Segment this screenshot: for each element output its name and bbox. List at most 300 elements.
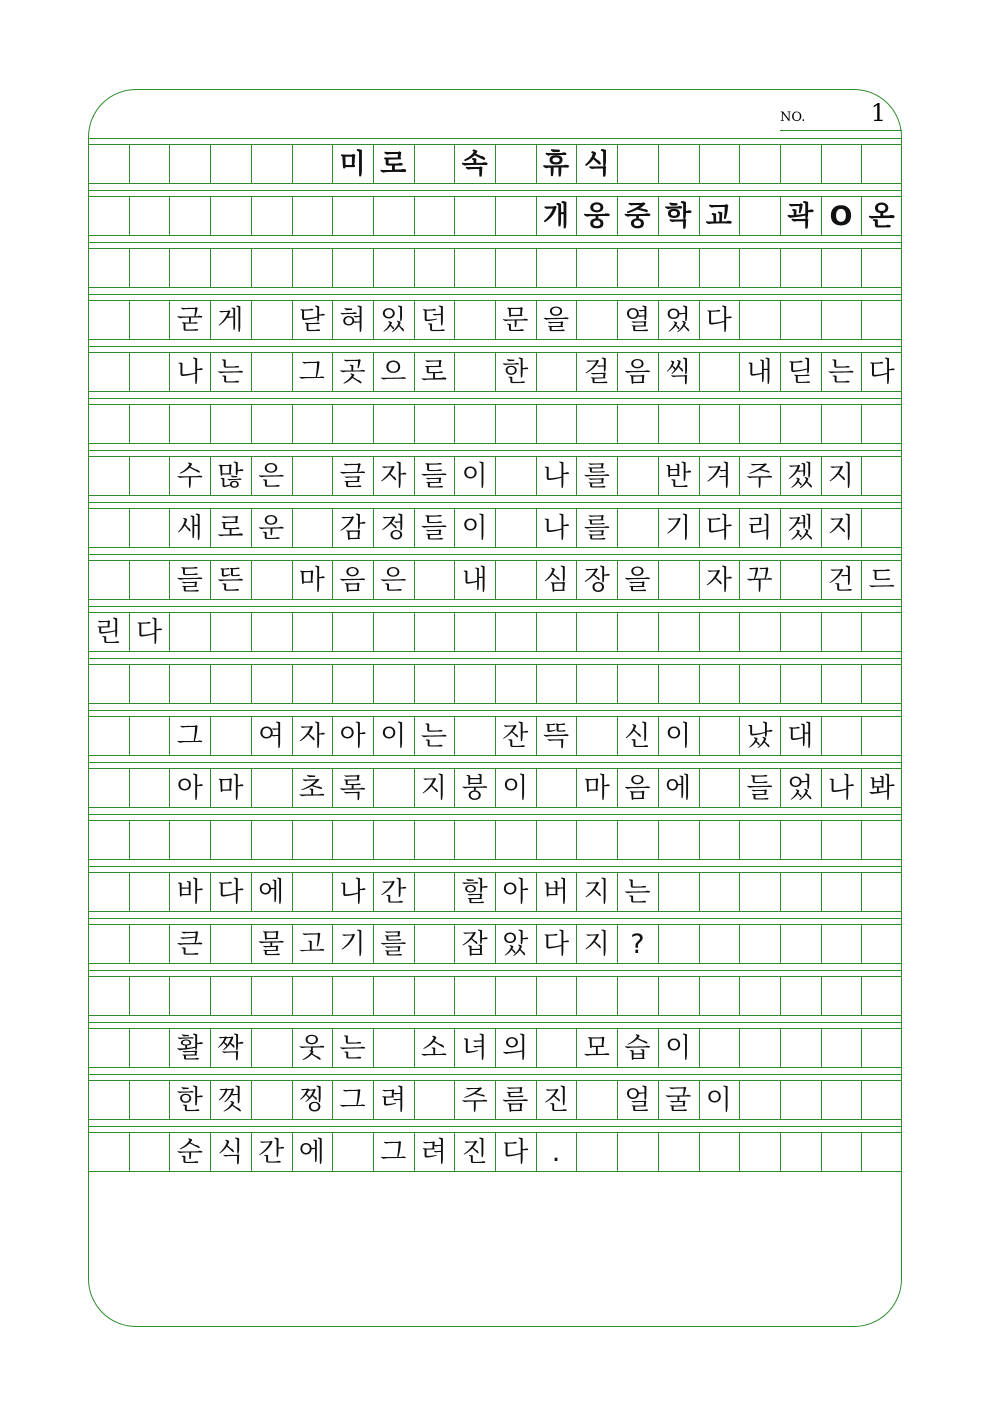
cell-divider [739, 924, 740, 964]
cell-divider [129, 144, 130, 184]
cell-divider [129, 1080, 130, 1120]
cell-divider [699, 144, 700, 184]
cell-divider [617, 612, 618, 652]
cell-divider [821, 976, 822, 1016]
cell-divider [821, 1132, 822, 1172]
cell-divider [129, 456, 130, 496]
grid-cell-char: 굳 [176, 304, 203, 336]
cell-divider [617, 820, 618, 860]
row-gap-line [88, 970, 902, 971]
cell-divider [576, 664, 577, 704]
cell-divider [210, 820, 211, 860]
cell-divider [576, 248, 577, 288]
row-gap-line [88, 294, 902, 295]
grid-cell-char: 그 [298, 356, 325, 388]
cell-divider [658, 248, 659, 288]
grid-cell-char: 아 [502, 876, 529, 908]
grid-cell-char: 열 [624, 304, 651, 336]
grid-cell-char: 주 [746, 460, 773, 492]
cell-divider [780, 1080, 781, 1120]
grid-cell-char: 은 [258, 460, 285, 492]
cell-divider [699, 820, 700, 860]
page-number-label: NO. [780, 110, 806, 125]
cell-divider [129, 716, 130, 756]
cell-divider [292, 976, 293, 1016]
grid-row [88, 456, 902, 496]
grid-cell-char: 닫 [298, 304, 325, 336]
grid-cell-char: 에 [665, 772, 692, 804]
cell-divider [821, 612, 822, 652]
cell-divider [780, 144, 781, 184]
cell-divider [861, 248, 862, 288]
grid-row [88, 560, 902, 600]
cell-divider [251, 352, 252, 392]
grid-cell-char: 으 [380, 356, 407, 388]
cell-divider [495, 612, 496, 652]
grid-cell-char: 겠 [787, 460, 814, 492]
cell-divider [169, 404, 170, 444]
cell-divider [251, 560, 252, 600]
cell-divider [739, 248, 740, 288]
grid-cell-char: 이 [461, 460, 488, 492]
grid-row [88, 1028, 902, 1068]
cell-divider [332, 196, 333, 236]
cell-divider [251, 300, 252, 340]
cell-divider [169, 664, 170, 704]
cell-divider [251, 768, 252, 808]
cell-divider [292, 456, 293, 496]
grid-cell-char: 아 [176, 772, 203, 804]
cell-divider [536, 352, 537, 392]
cell-divider [373, 612, 374, 652]
grid-cell-char: 물 [258, 928, 285, 960]
grid-cell-char: 다 [868, 356, 895, 388]
row-gap-line [88, 450, 902, 451]
grid-row [88, 716, 902, 756]
grid-cell-char: 간 [258, 1136, 285, 1168]
cell-divider [373, 196, 374, 236]
grid-cell-char: 봐 [868, 772, 895, 804]
cell-divider [861, 612, 862, 652]
grid-cell-char: 록 [339, 772, 366, 804]
cell-divider [699, 248, 700, 288]
grid-cell-char: 대 [787, 720, 814, 752]
row-gap-line [88, 658, 902, 659]
cell-divider [210, 144, 211, 184]
cell-divider [780, 612, 781, 652]
cell-divider [373, 1028, 374, 1068]
grid-cell-char: 곽 [787, 200, 814, 232]
grid-cell-char: 었 [665, 304, 692, 336]
grid-row [88, 248, 902, 288]
cell-divider [251, 976, 252, 1016]
cell-divider [739, 664, 740, 704]
grid-cell-char: 휴 [542, 148, 570, 180]
cell-divider [739, 404, 740, 444]
cell-divider [536, 820, 537, 860]
row-gap-line [88, 762, 902, 763]
grid-cell-char: 다 [542, 928, 570, 960]
cell-divider [414, 404, 415, 444]
cell-divider [780, 1028, 781, 1068]
grid-cell-char: 할 [461, 876, 488, 908]
cell-divider [495, 664, 496, 704]
grid-cell-char: 다 [705, 304, 732, 336]
row-gap-line [88, 138, 902, 139]
row-gap-line [88, 554, 902, 555]
cell-divider [861, 300, 862, 340]
grid-cell-char: 았 [502, 928, 529, 960]
cell-divider [617, 508, 618, 548]
cell-divider [699, 976, 700, 1016]
grid-cell-char: 중 [624, 200, 651, 232]
cell-divider [739, 144, 740, 184]
grid-cell-char: 들 [420, 512, 447, 544]
grid-cell-char: 겠 [787, 512, 814, 544]
grid-cell-char: 온 [868, 200, 895, 232]
grid-cell-char: 나 [827, 772, 854, 804]
cell-divider [495, 560, 496, 600]
grid-cell-char: 웃 [298, 1032, 325, 1064]
cell-divider [658, 872, 659, 912]
cell-divider [780, 404, 781, 444]
grid-cell-char: 은 [380, 564, 407, 596]
grid-cell-char: 이 [705, 1084, 732, 1116]
cell-divider [699, 1028, 700, 1068]
cell-divider [454, 248, 455, 288]
cell-divider [495, 248, 496, 288]
cell-divider [576, 404, 577, 444]
grid-row [88, 820, 902, 860]
cell-divider [495, 508, 496, 548]
cell-divider [129, 976, 130, 1016]
grid-row [88, 664, 902, 704]
grid-cell-char: 있 [380, 304, 407, 336]
cell-divider [821, 872, 822, 912]
grid-cell-char: 들 [420, 460, 447, 492]
cell-divider [821, 248, 822, 288]
cell-divider [861, 716, 862, 756]
cell-divider [454, 404, 455, 444]
cell-divider [129, 768, 130, 808]
cell-divider [861, 664, 862, 704]
grid-cell-char: 반 [665, 460, 692, 492]
cell-divider [414, 248, 415, 288]
grid-cell-char: 기 [665, 512, 692, 544]
grid-cell-char: O [829, 200, 853, 232]
cell-divider [739, 820, 740, 860]
grid-cell-char: 고 [298, 928, 325, 960]
grid-cell-char: 를 [583, 512, 610, 544]
grid-row [88, 300, 902, 340]
grid-row [88, 508, 902, 548]
grid-cell-char: 미 [339, 148, 366, 180]
cell-divider [536, 404, 537, 444]
grid-cell-char: 이 [461, 512, 488, 544]
cell-divider [699, 768, 700, 808]
cell-divider [251, 664, 252, 704]
grid-cell-char: 로 [380, 148, 407, 180]
cell-divider [292, 664, 293, 704]
cell-divider [129, 1028, 130, 1068]
cell-divider [169, 248, 170, 288]
grid-cell-char: 붕 [461, 772, 488, 804]
row-gap-line [88, 814, 902, 815]
cell-divider [169, 820, 170, 860]
row-gap-line [88, 190, 902, 191]
grid-cell-char: 내 [461, 564, 488, 596]
grid-cell-char: 소 [420, 1032, 447, 1064]
cell-divider [129, 924, 130, 964]
cell-divider [536, 612, 537, 652]
cell-divider [292, 196, 293, 236]
cell-divider [454, 976, 455, 1016]
cell-divider [129, 1132, 130, 1172]
cell-divider [332, 976, 333, 1016]
cell-divider [210, 196, 211, 236]
cell-divider [129, 352, 130, 392]
cell-divider [210, 976, 211, 1016]
cell-divider [129, 404, 130, 444]
grid-cell-char: 습 [624, 1032, 651, 1064]
cell-divider [251, 1080, 252, 1120]
grid-cell-char: 지 [583, 928, 610, 960]
grid-cell-char: 그 [176, 720, 203, 752]
grid-cell-char: 뜩 [542, 720, 570, 752]
cell-divider [576, 820, 577, 860]
grid-cell-char: 심 [542, 564, 570, 596]
grid-cell-char: 나 [339, 876, 366, 908]
grid-cell-char: 었 [787, 772, 814, 804]
grid-cell-char: 지 [583, 876, 610, 908]
cell-divider [780, 976, 781, 1016]
grid-cell-char: 겨 [705, 460, 732, 492]
grid-cell-char: ? [630, 928, 645, 960]
grid-row [88, 144, 902, 184]
cell-divider [699, 716, 700, 756]
grid-cell-char: 걸 [583, 356, 610, 388]
cell-divider [658, 404, 659, 444]
cell-divider [332, 820, 333, 860]
cell-divider [129, 664, 130, 704]
grid-cell-char: 를 [380, 928, 407, 960]
grid-cell-char: 정 [380, 512, 407, 544]
grid-cell-char: 다 [217, 876, 244, 908]
cell-divider [332, 664, 333, 704]
grid-row [88, 1080, 902, 1120]
cell-divider [658, 1132, 659, 1172]
row-gap-line [88, 1074, 902, 1075]
cell-divider [414, 924, 415, 964]
cell-divider [658, 144, 659, 184]
grid-cell-char: 수 [176, 460, 203, 492]
row-gap-line [88, 1126, 902, 1127]
cell-divider [373, 976, 374, 1016]
grid-cell-char: 마 [298, 564, 325, 596]
cell-divider [210, 924, 211, 964]
grid-cell-char: 에 [298, 1136, 325, 1168]
cell-divider [617, 664, 618, 704]
grid-cell-char: 리 [746, 512, 773, 544]
grid-cell-char: 얼 [624, 1084, 651, 1116]
grid-cell-char: . [551, 1136, 561, 1168]
cell-divider [576, 976, 577, 1016]
row-gap-line [88, 606, 902, 607]
grid-cell-char: 글 [339, 460, 366, 492]
cell-divider [739, 872, 740, 912]
cell-divider [169, 976, 170, 1016]
cell-divider [414, 612, 415, 652]
cell-divider [617, 404, 618, 444]
cell-divider [780, 560, 781, 600]
cell-divider [210, 248, 211, 288]
grid-cell-char: 던 [420, 304, 447, 336]
cell-divider [739, 1028, 740, 1068]
grid-cell-char: 에 [258, 876, 285, 908]
grid-cell-char: 껏 [217, 1084, 244, 1116]
cell-divider [699, 612, 700, 652]
cell-divider [699, 924, 700, 964]
cell-divider [292, 404, 293, 444]
grid-cell-char: 녀 [461, 1032, 488, 1064]
grid-cell-char: 굴 [665, 1084, 692, 1116]
cell-divider [821, 1028, 822, 1068]
cell-divider [617, 456, 618, 496]
grid-cell-char: 새 [176, 512, 203, 544]
cell-divider [495, 404, 496, 444]
grid-cell-char: 다 [705, 512, 732, 544]
grid-cell-char: 름 [502, 1084, 529, 1116]
grid-cell-char: 식 [583, 148, 610, 180]
cell-divider [251, 196, 252, 236]
cell-divider [373, 404, 374, 444]
cell-divider [617, 1132, 618, 1172]
grid-cell-char: 는 [827, 356, 854, 388]
cell-divider [414, 820, 415, 860]
cell-divider [169, 144, 170, 184]
grid-row [88, 612, 902, 652]
cell-divider [332, 612, 333, 652]
cell-divider [129, 248, 130, 288]
row-gap-line [88, 1022, 902, 1023]
grid-row [88, 196, 902, 236]
cell-divider [251, 144, 252, 184]
page-number-value: 1 [870, 99, 886, 127]
grid-cell-char: 그 [380, 1136, 407, 1168]
cell-divider [251, 612, 252, 652]
grid-cell-char: 로 [420, 356, 447, 388]
cell-divider [292, 508, 293, 548]
grid-cell-char: 혀 [339, 304, 366, 336]
cell-divider [536, 768, 537, 808]
grid-cell-char: 마 [217, 772, 244, 804]
cell-divider [861, 1132, 862, 1172]
cell-divider [454, 612, 455, 652]
cell-divider [251, 1028, 252, 1068]
cell-divider [780, 872, 781, 912]
grid-cell-char: 웅 [583, 200, 610, 232]
grid-cell-char: 자 [380, 460, 407, 492]
grid-cell-char: 는 [420, 720, 447, 752]
grid-cell-char: 식 [217, 1136, 244, 1168]
cell-divider [821, 820, 822, 860]
cell-divider [292, 612, 293, 652]
grid-cell-char: 기 [339, 928, 366, 960]
cell-divider [617, 976, 618, 1016]
cell-divider [699, 1132, 700, 1172]
cell-divider [414, 872, 415, 912]
cell-divider [495, 456, 496, 496]
grid-cell-char: 학 [665, 200, 692, 232]
row-gap-line [88, 346, 902, 347]
grid-cell-char: 지 [827, 460, 854, 492]
cell-divider [780, 1132, 781, 1172]
grid-cell-char: 자 [705, 564, 732, 596]
grid-cell-char: 을 [542, 304, 570, 336]
grid-cell-char: 장 [583, 564, 610, 596]
cell-divider [292, 248, 293, 288]
cell-divider [821, 404, 822, 444]
grid-cell-char: 났 [746, 720, 773, 752]
cell-divider [373, 248, 374, 288]
grid-cell-char: 나 [176, 356, 203, 388]
grid-cell-char: 속 [461, 148, 488, 180]
grid-cell-char: 개 [542, 200, 570, 232]
grid-cell-char: 이 [502, 772, 529, 804]
grid-cell-char: 아 [339, 720, 366, 752]
cell-divider [861, 924, 862, 964]
grid-cell-char: 그 [339, 1084, 366, 1116]
grid-cell-char: 로 [217, 512, 244, 544]
grid-cell-char: 내 [746, 356, 773, 388]
grid-cell-char: 이 [665, 1032, 692, 1064]
grid-cell-char: 음 [339, 564, 366, 596]
cell-divider [821, 300, 822, 340]
grid-cell-char: 딛 [787, 356, 814, 388]
cell-divider [739, 612, 740, 652]
grid-cell-char: 한 [502, 356, 529, 388]
cell-divider [658, 820, 659, 860]
cell-divider [129, 300, 130, 340]
grid-cell-char: 한 [176, 1084, 203, 1116]
grid-row [88, 1132, 902, 1172]
cell-divider [699, 872, 700, 912]
cell-divider [495, 144, 496, 184]
cell-divider [373, 664, 374, 704]
cell-divider [658, 612, 659, 652]
cell-divider [658, 924, 659, 964]
grid-cell-char: 마 [583, 772, 610, 804]
cell-divider [454, 196, 455, 236]
grid-cell-char: 간 [380, 876, 407, 908]
row-gap-line [88, 502, 902, 503]
grid-cell-char: 나 [542, 460, 570, 492]
row-gap-line [88, 398, 902, 399]
cell-divider [821, 1080, 822, 1120]
cell-divider [699, 404, 700, 444]
cell-divider [780, 248, 781, 288]
grid-cell-char: 진 [461, 1136, 488, 1168]
grid-row [88, 352, 902, 392]
grid-cell-char: 씩 [665, 356, 692, 388]
grid-cell-char: 찡 [298, 1084, 325, 1116]
grid-cell-char: 뜬 [217, 564, 244, 596]
cell-divider [699, 664, 700, 704]
grid-cell-char: 는 [339, 1032, 366, 1064]
cell-divider [699, 352, 700, 392]
grid-cell-char: 곳 [339, 356, 366, 388]
grid-cell-char: 들 [176, 564, 203, 596]
